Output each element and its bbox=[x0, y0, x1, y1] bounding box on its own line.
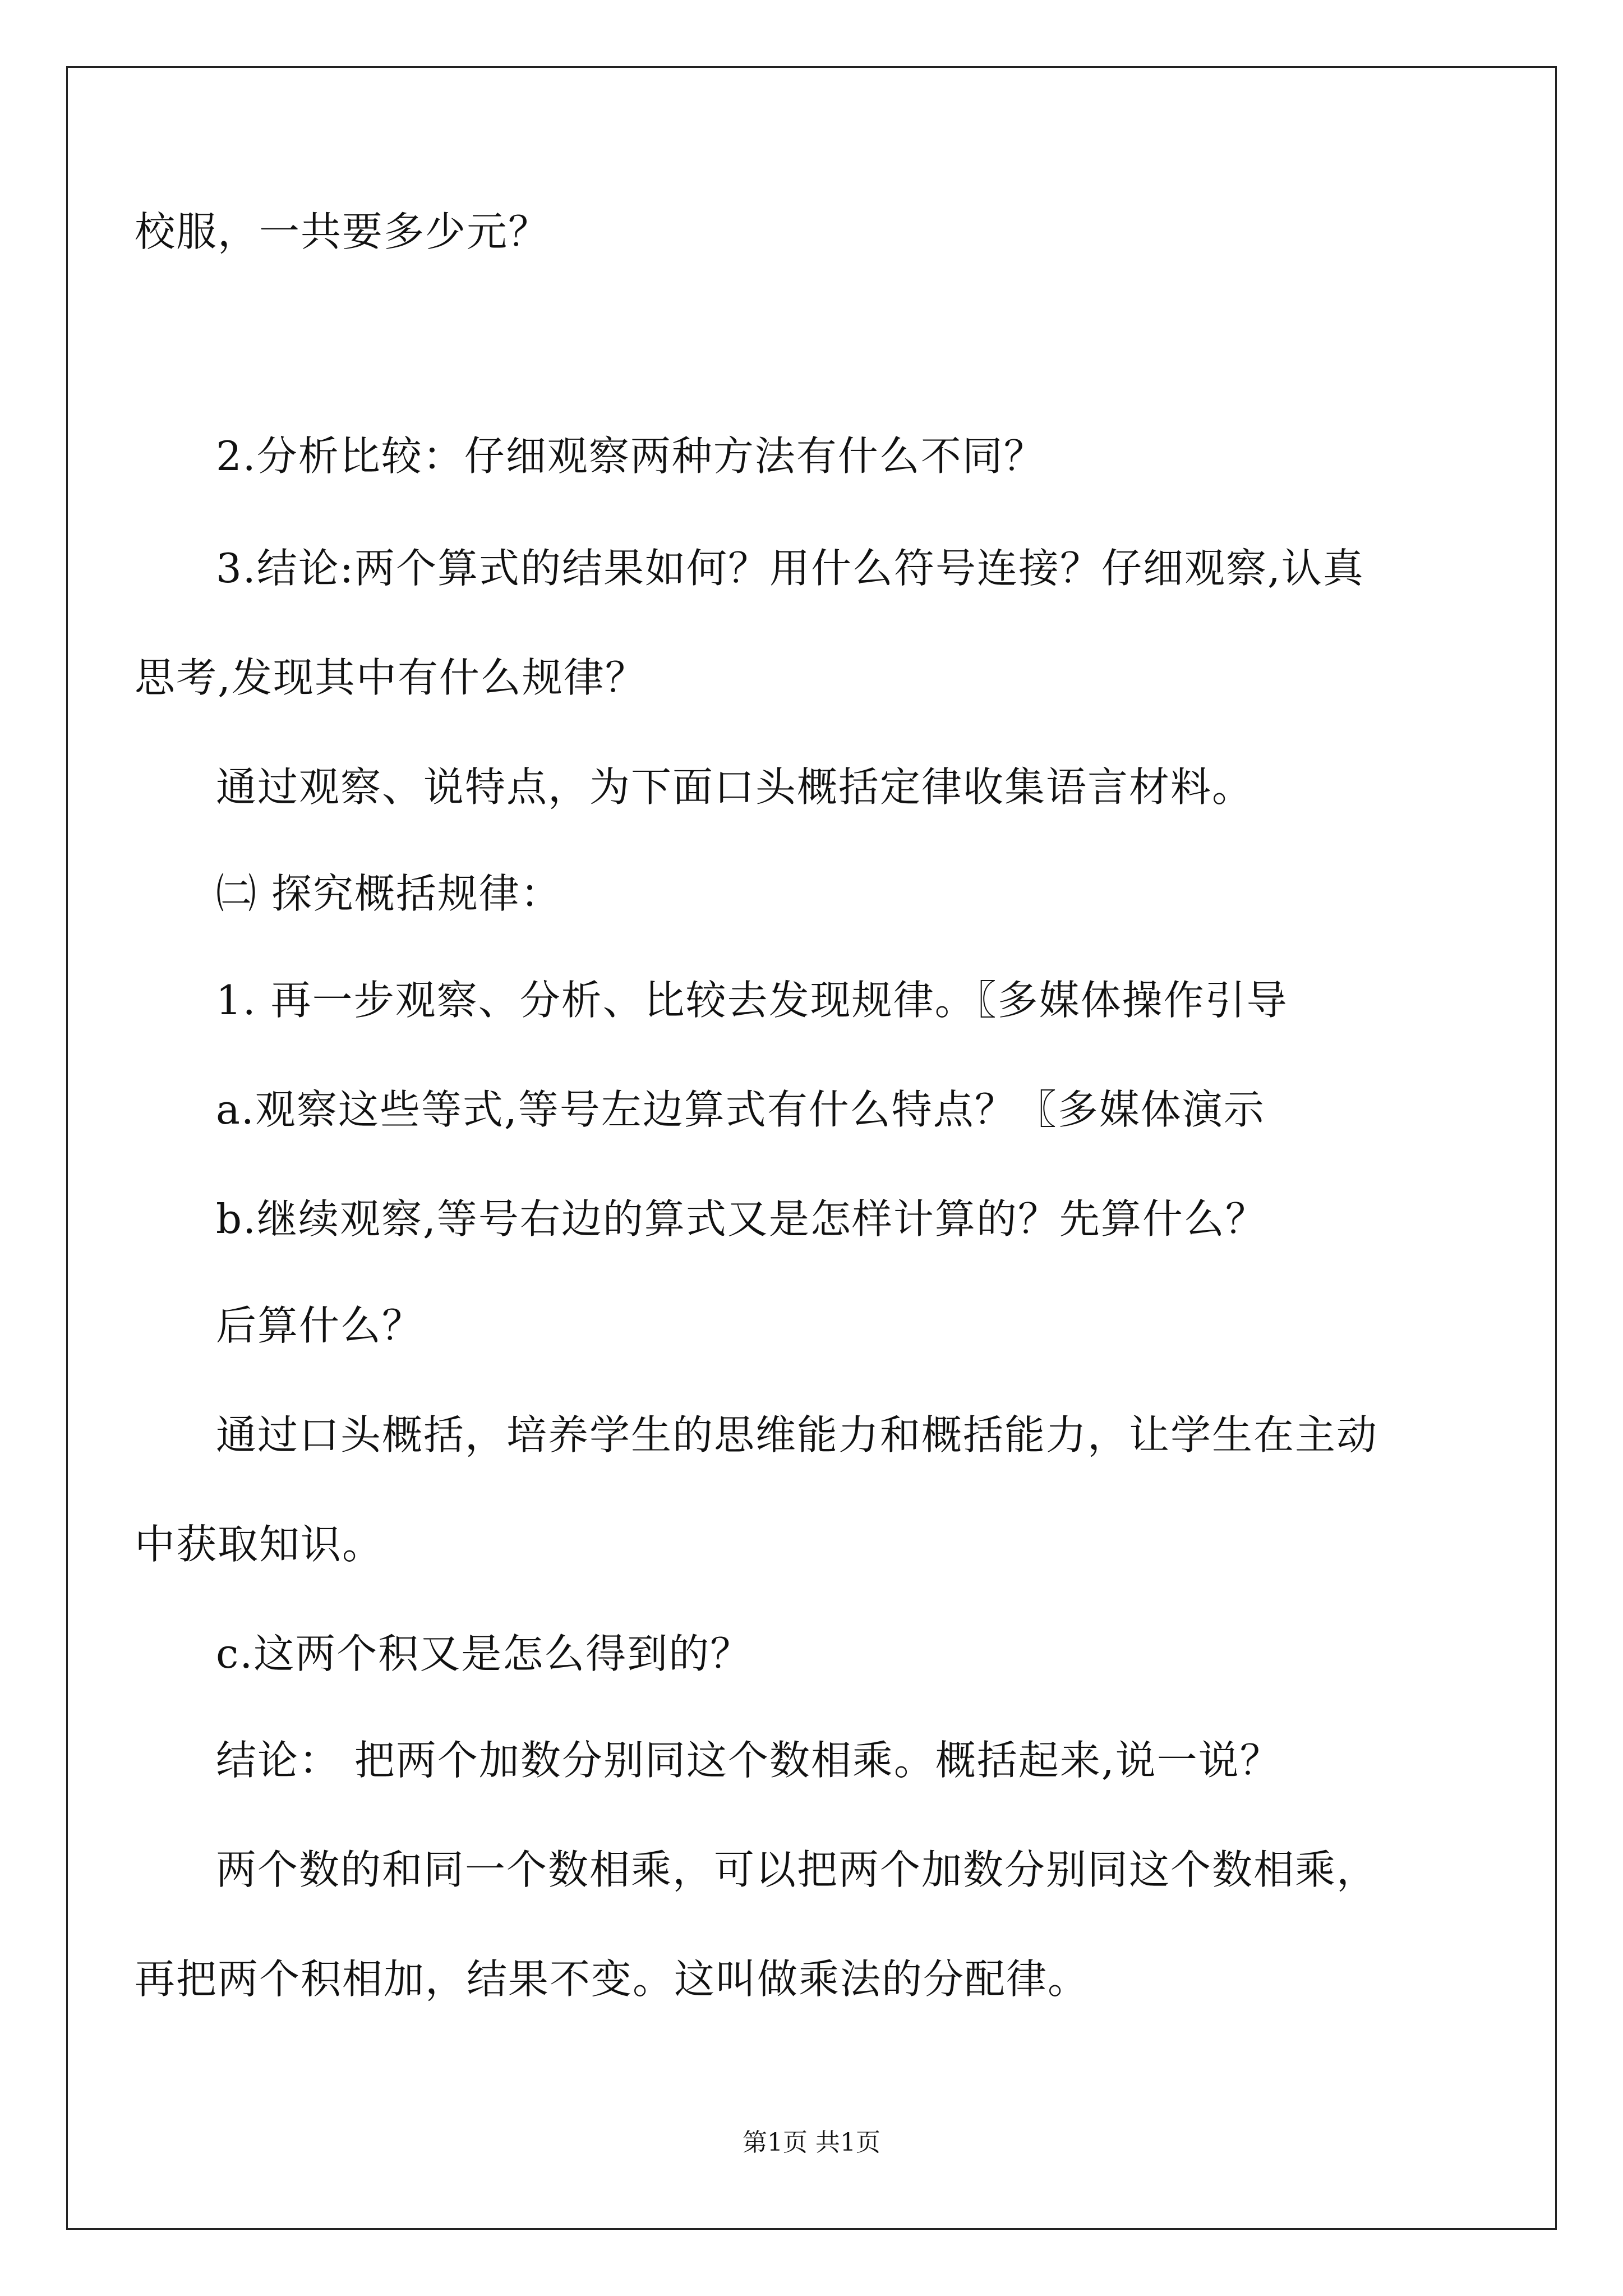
text-line-10: 后算什么？ bbox=[216, 1302, 424, 1349]
section-heading: ㈡ 探究概括规律： bbox=[216, 870, 562, 917]
text-line-15: 两个数的和同一个数相乘，可以把两个加数分别同这个数相乘， bbox=[216, 1846, 1378, 1893]
page-footer: 第1页 共1页 bbox=[743, 2128, 880, 2157]
text-line-9: b.继续观察,等号右边的算式又是怎样计算的？先算什么？ bbox=[216, 1195, 1267, 1243]
text-line-14: 结论： 把两个加数分别同这个数相乘。概括起来,说一说？ bbox=[216, 1737, 1281, 1784]
text-line-8: a.观察这些等式,等号左边算式有什么特点？〖多媒体演示 bbox=[216, 1086, 1265, 1133]
text-line-13: c.这两个积又是怎么得到的？ bbox=[216, 1630, 752, 1677]
text-line-11: 通过口头概括，培养学生的思维能力和概括能力，让学生在主动 bbox=[216, 1411, 1378, 1458]
page-border bbox=[66, 66, 1557, 2230]
text-line-2: 2.分析比较：仔细观察两种方法有什么不同？ bbox=[216, 432, 1045, 480]
text-line-3: 3.结论:两个算式的结果如何？用什么符号连接？仔细观察,认真 bbox=[216, 545, 1364, 592]
text-line-7: 1. 再一步观察、分析、比较去发现规律。〖多媒体操作引导 bbox=[216, 977, 1288, 1024]
text-line-1: 校服，一共要多少元？ bbox=[135, 208, 550, 255]
text-line-12: 中获取知识。 bbox=[135, 1521, 384, 1568]
text-line-5: 通过观察、说特点，为下面口头概括定律收集语言材料。 bbox=[216, 763, 1254, 811]
text-line-16: 再把两个积相加，结果不变。这叫做乘法的分配律。 bbox=[135, 1955, 1090, 2003]
text-line-4: 思考,发现其中有什么规律？ bbox=[135, 654, 647, 701]
